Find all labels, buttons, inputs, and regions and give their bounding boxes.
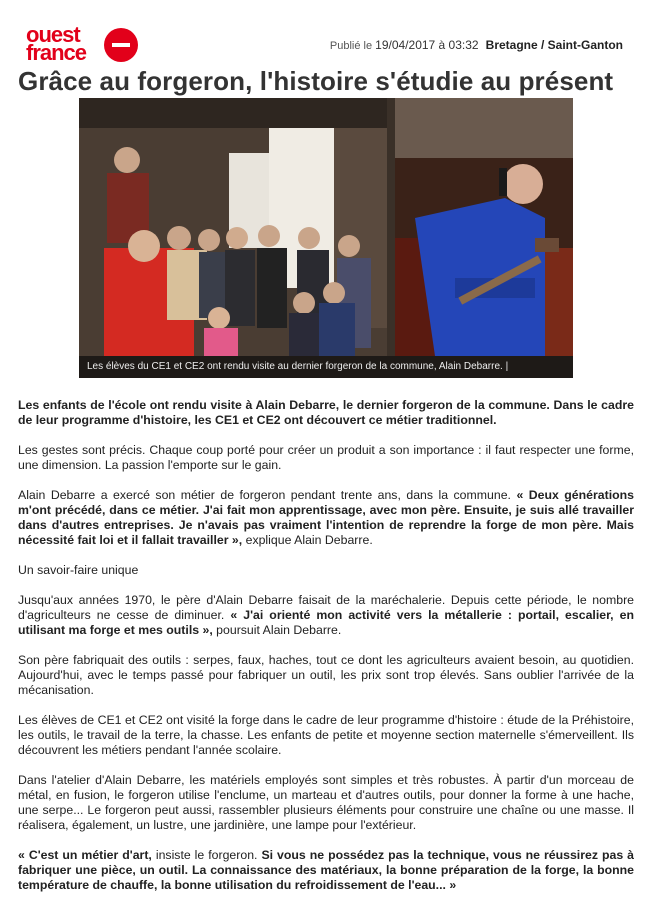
photo-caption: Les élèves du CE1 et CE2 ont rendu visite au dernier forgeron de la commune, Alain Debarre. |: [79, 356, 573, 378]
paragraph: Alain Debarre a exercé son métier de forgeron pendant trente ans, dans la commune. « Deux générations m'ont précédé, dans ce métier. J'ai fait mon apprentissage, avec mon père. Ensuite, je suis allé travailler dans d'autres entreprises. Je n'avais pas vraiment l'intention de reprendre la forge de mon père. Mais nécessité fait loi et il fallait travailler », explique Alain Debarre.: [18, 488, 634, 547]
quote: « C'est un métier d'art,: [18, 848, 152, 862]
quote: « J'ai orienté mon activité vers la métallerie : portail, escalier, en utilisant ma forge et mes outils »,: [18, 608, 634, 637]
article-title: Grâce au forgeron, l'histoire s'étudie au présent: [18, 66, 614, 96]
paragraph: Son père fabriquait des outils : serpes, faux, haches, tout ce dont les agriculteurs avaient besoin, au quotidien. Aujourd'hui, avec le temps passé pour fabriquer un outil, les prix sont trop élevés. Sans oublier l'arrivée de la mécanisation.: [18, 653, 634, 697]
publication-meta: [330, 38, 623, 52]
logo-emblem-icon: [104, 28, 138, 62]
logo-wordmark: ouest france: [26, 22, 87, 65]
blacksmith-photo: [395, 98, 573, 356]
article-body: [18, 398, 634, 908]
paragraph: Dans l'atelier d'Alain Debarre, les matériels employés sont simples et très robustes. À partir d'un morceau de métal, en fusion, le forgeron utilise l'enclume, un marteau et d'autres outils, pour donner la forme à une hache, une serpe... Le forgeron peut aussi, rassembler plusieurs éléments pour construire une chaîne ou une masse. Il réalisera, également, un lustre, une jardinière, une lampe pour l'extérieur.: [18, 773, 634, 832]
paragraph: Les gestes sont précis. Chaque coup porté pour créer un produit a son importance : il faut respecter une forme, une dimension. La passion l'emporte sur le gain.: [18, 443, 634, 472]
paragraph: « C'est un métier d'art, insiste le forgeron. Si vous ne possédez pas la technique, vous ne réussirez pas à fabriquer une pièce, un outil. La connaissance des matériaux, la bonne préparation de la forge, la bonne température de chauffe, la bonne utilisation du refroidissement de l'eau... »: [18, 848, 634, 892]
paragraph: Les élèves de CE1 et CE2 ont visité la forge dans le cadre de leur programme d'histoire : étude de la Préhistoire, les outils, le travail de la terre, la chasse. Les enfants de petite et moyenne section maternelle s'émerveillent. Ils découvrent les métiers pendant l'année scolaire.: [18, 713, 634, 757]
article-lead: Les enfants de l'école ont rendu visite à Alain Debarre, le dernier forgeron de la commune. Dans le cadre de leur programme d'histoire, les CE1 et CE2 ont découvert ce métier traditionnel.: [18, 398, 634, 427]
ouest-france-logo[interactable]: [26, 22, 140, 68]
quote: Si vous ne possédez pas la technique, vous ne réussirez pas à fabriquer une pièce, un outil. La connaissance des matériaux, la bonne préparation de la forge, la bonne température de chauffe, la bonne utilisation du refroidissement de l'eau... »: [18, 848, 634, 892]
published-label: Publié le: [329, 40, 373, 52]
quote: « Deux générations m'ont précédé, dans ce métier. J'ai fait mon apprentissage, avec mon père. Ensuite, je suis allé travailler dans d'autres entreprises. Je n'avais pas vraiment l'intention de reprendre la forge de mon père. Mais nécessité fait loi et il fallait travailler »,: [18, 488, 634, 547]
article-photo[interactable]: [79, 98, 573, 378]
students-photo: [79, 98, 387, 356]
publication-date: 19/04/2017 à 03:32: [375, 38, 479, 52]
section-subhead: Un savoir-faire unique: [18, 563, 139, 577]
location-breadcrumb[interactable]: Bretagne / Saint-Ganton: [485, 38, 623, 52]
paragraph: Jusqu'aux années 1970, le père d'Alain Debarre faisait de la maréchalerie. Depuis cette période, le nombre d'agriculteurs ne cesse de diminuer. « J'ai orienté mon activité vers la métallerie : portail, escalier, en utilisant ma forge et mes outils », poursuit Alain Debarre.: [18, 593, 634, 637]
